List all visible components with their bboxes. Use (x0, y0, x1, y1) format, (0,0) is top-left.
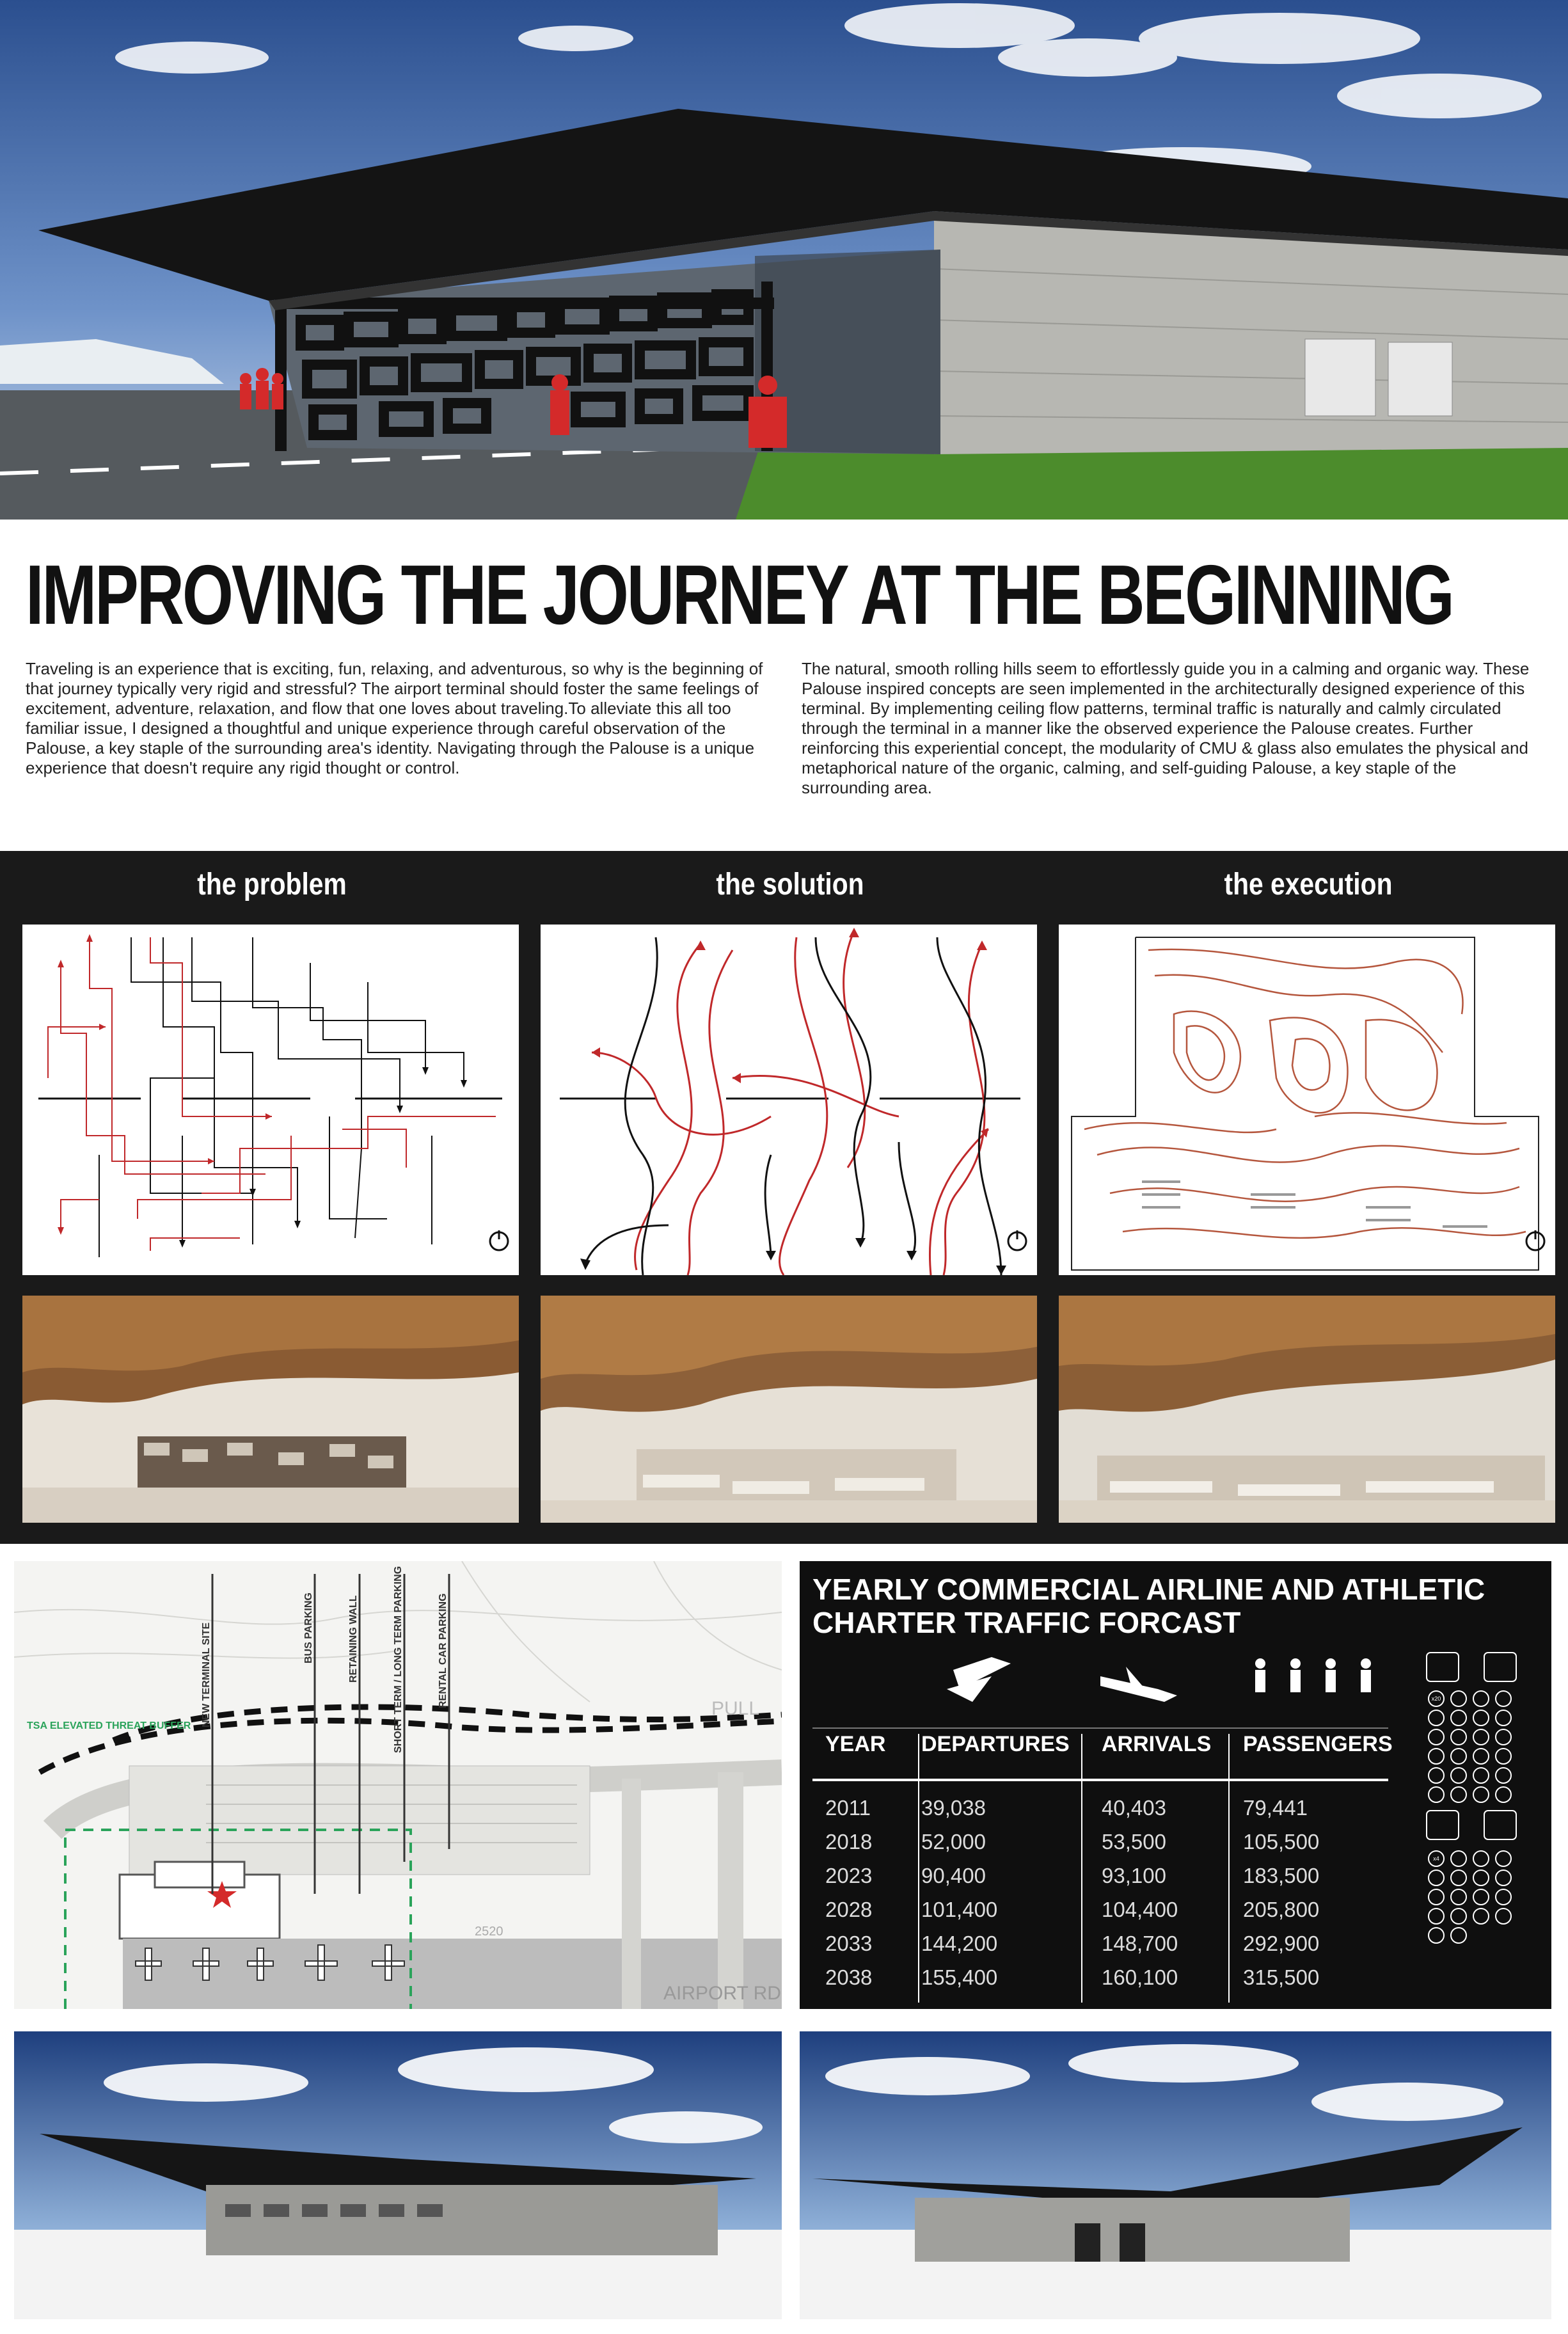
label-airport-rd: AIRPORT RD (663, 1983, 781, 2004)
table-cell: 2011 (825, 1796, 871, 1820)
hero-render (0, 0, 1568, 520)
passenger-icons (1255, 1658, 1371, 1692)
label-new-terminal: NEW TERMINAL SITE (201, 1622, 212, 1727)
label-short-long-parking: SHORT TERM / LONG TERM PARKING (393, 1566, 404, 1753)
arriving-plane-icon (1100, 1667, 1177, 1702)
table-cell: 39,038 (921, 1796, 986, 1820)
interior-render-execution (1059, 1296, 1555, 1523)
label-road-pull: PULL (711, 1698, 760, 1719)
table-cell: 2033 (825, 1932, 873, 1955)
table-cell: 160,100 (1102, 1965, 1178, 1989)
label-retaining-wall: RETAINING WALL (348, 1595, 359, 1683)
table-cell: 101,400 (921, 1898, 998, 1921)
heading-solution: the solution (716, 868, 864, 901)
table-cell: 148,700 (1102, 1932, 1178, 1955)
label-tsa-buffer: TSA ELEVATED THREAT BUFFER (27, 1720, 191, 1731)
col-head-passengers: PASSENGERS (1243, 1732, 1393, 1756)
table-cell: 2028 (825, 1898, 873, 1921)
heading-execution: the execution (1224, 868, 1393, 901)
interior-render-solution (541, 1296, 1037, 1523)
table-cell: 90,400 (921, 1864, 986, 1887)
elevation-render-right (800, 2031, 1551, 2319)
interior-render-problem (22, 1296, 519, 1523)
amenity-icons (1427, 1653, 1516, 1839)
departing-plane-icon (947, 1657, 1011, 1702)
poster-title: IMPROVING THE JOURNEY AT THE BEGINNING (26, 548, 1453, 642)
table-cell: 104,400 (1102, 1898, 1178, 1921)
table-cell: 105,500 (1243, 1830, 1320, 1854)
table-cell: 144,200 (921, 1932, 998, 1955)
table-cell: 53,500 (1102, 1830, 1166, 1854)
elevation-render-left (14, 2031, 782, 2319)
execution-diagram (1059, 925, 1555, 1275)
label-bus-parking: BUS PARKING (303, 1592, 314, 1663)
table-cell: 2038 (825, 1965, 873, 1989)
col-head-year: YEAR (825, 1732, 886, 1756)
table-cell: 315,500 (1243, 1965, 1320, 1989)
badge-x4: x4 (1433, 1855, 1439, 1862)
badge-x20: x20 (1431, 1695, 1441, 1702)
solution-diagram (541, 925, 1037, 1275)
table-cell: 205,800 (1243, 1898, 1320, 1921)
forecast-title: YEARLY COMMERCIAL AIRLINE AND ATHLETIC CHARTER TRAFFIC FORCAST (812, 1573, 1485, 1639)
heading-problem: the problem (197, 868, 347, 901)
intro-right-paragraph: The natural, smooth rolling hills seem to effortlessly guide you in a calming and organic way. These Palouse inspired concepts are seen implemented in the architecturally designed experience of this terminal. By implementing ceiling flow patterns, terminal traffic is naturally and calmly circulated through the terminal in a manner like the observed experience the Palouse creates. Further reinforcing this experiential concept, the modularity of CMU & glass also emulates the physical and metaphorical nature of the organic, calming, and self-guiding Palouse, a key staple of the surrounding area. (802, 659, 1530, 797)
label-elevation: 2520 (475, 1925, 503, 1939)
table-cell: 2023 (825, 1864, 873, 1887)
table-cell: 292,900 (1243, 1932, 1320, 1955)
table-cell: 79,441 (1243, 1796, 1308, 1820)
table-cell: 40,403 (1102, 1796, 1166, 1820)
table-cell: 52,000 (921, 1830, 986, 1854)
problem-diagram (22, 925, 519, 1275)
col-head-arrivals: ARRIVALS (1102, 1732, 1212, 1756)
table-cell: 183,500 (1243, 1864, 1320, 1887)
intro-left-paragraph: Traveling is an experience that is exciting, fun, relaxing, and adventurous, so why is the beginning of that journey typically very rigid and stressful? The airport terminal should foster the same feelings of excitement, adventure, relaxation, and flow that one loves about traveling.To alleviate this all too familiar issue, I designed a thoughtful and unique experience through careful observation of the Palouse, a key staple of the surrounding area's identity. Navigating through the Palouse is a unique experience that doesn't require any rigid thought or control. (26, 659, 763, 777)
table-cell: 2018 (825, 1830, 873, 1854)
site-plan (14, 1561, 782, 2009)
label-rental-car: RENTAL CAR PARKING (438, 1593, 448, 1708)
table-cell: 155,400 (921, 1965, 998, 1989)
table-cell: 93,100 (1102, 1864, 1166, 1887)
col-head-departures: DEPARTURES (921, 1732, 1070, 1756)
